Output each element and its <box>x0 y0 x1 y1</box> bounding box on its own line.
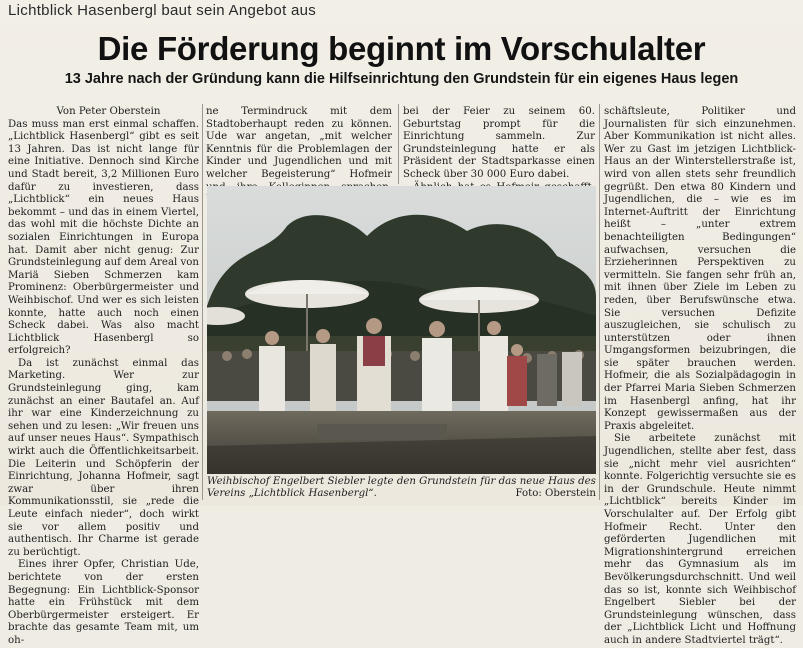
paragraph: Sie arbeitete zunächst mit Jugendlichen, stellte aber fest, dass sie „nicht mehr viel ausrichten“ konnte. Folgerichtig versuchte sie es in der Grundschule. Heute nimmt „Lichtblick“ bereits Kinder im Vorschulalter auf. Der Erfolg gibt Hofmeir Recht. Unter den geförderten Jugendlichen mit Migrationshintergrund erreichen mehr das Gymnasium als im Bevölkerungsdurchschnitt. Und weil das so ist, konnte sich Weihbischof Engelbert Siebler bei der Grundsteinlegung wünschen, dass der „Lichtblick Licht und Hoffnung auch in andere Stadtviertel trägt“. <box>604 433 796 646</box>
photo-caption <box>207 476 596 501</box>
paragraph: Eines ihrer Opfer, Christian Ude, berichtete von der ersten Begegnung: Ein Lichtblick-Sponsor hatte ein Frühstück mit dem Oberbürgermeister ersteigert. Er brachte das gesamte Team mit, um oh- <box>8 559 199 646</box>
paragraph: bei der Feier zu seinem 60. Geburtstag prompt für die Einrichtung sammeln. Zur Grundsteinlegung hatte er als Präsident der Stadtsparkasse einen Scheck über 30 000 Euro dabei. <box>403 106 595 180</box>
kicker-line: Lichtblick Hasenbergl baut sein Angebot aus <box>8 2 317 19</box>
column-rule <box>202 104 203 500</box>
paragraph: ne Termindruck mit dem Stadtoberhaupt reden zu können. Ude war angetan, „mit welcher Kenntnis für die Problemlagen der Kinder und Jugendlichen und mit welcher Begeisterung“ Hofmeir <box>206 106 392 180</box>
paragraph: Das muss man erst einmal schaffen. „Lichtblick Hasenbergl“ gibt es seit 13 Jahren. Das ist nicht lange für eine Initiative. Dennoch sind Kirche und Stadt bereit, 3,2 Millionen Euro dafür zu investieren, dass „Lichtblick“ ein neues Haus bekommt – und das in einem Viertel, das wohl mit die höchste Dichte an sozialen Einrichtungen in Europa hat. Damit aber nicht genug: Zur Grundsteinlegung auf dem Areal von Mariä Sieben Schmerzen kam Prominenz: Oberbürgermeister und Weihbischof. Und wer es sich leisten konnte, hatte auch noch einen Scheck dabei. Was also macht Lichtblick Hasenbergl so erfolgreich? <box>8 118 199 357</box>
article-column-1 <box>8 106 199 648</box>
ceremony-photo <box>207 186 596 474</box>
headline: Die Förderung beginnt im Vorschulalter <box>97 30 706 67</box>
caption-text: Weihbischof Engelbert Siebler legte den Grundstein für das neue Haus des Vereins „Lichtblick Hasenbergl“. <box>207 476 596 500</box>
photo-credit: Foto: Oberstein <box>515 488 596 500</box>
outdoor-ceremony-photo-icon <box>207 186 596 474</box>
column-rule <box>599 104 600 500</box>
byline: Von Peter Oberstein <box>56 106 161 117</box>
paragraph: schäftsleute, Politiker und Journalisten für sich einzunehmen. Aber Kommunikation ist nicht alles. Wer zu Gast im jetzigen Lichtblick-Haus an der Winterstellerstraße ist, wird von allen stets sehr freundlich gegrüßt. Den etwa 80 Kindern und Jugendlichen, die – wie es im Internet-Auftritt der Einrichtung heißt – „unter extrem benachteiligten Bedingungen“ aufwachsen, versuchen die Erzieherinnen Perspektiven zu vermitteln. Sie fangen sehr früh an, mit ihnen über Ziele im Leben zu reden, über Berufswünsche etwa. Sie versuchen Defizite auszugleichen, sie schulisch zu unterstützen oder ihnen Umgangsformen beizubringen, die sie später brauchen werden. Hofmeir, die als Sozialpädagogin in der Pfarrei Maria Sieben Schmerzen im Hasenbergl anfing, hat ihr Konzept gewissermaßen aus der Praxis abgeleitet. <box>604 106 796 432</box>
column-rule <box>398 104 399 184</box>
paragraph: Da ist zunächst einmal das Marketing. Wer zur Grundsteinlegung ging, kam zunächst an einer Bautafel an. Auf ihr war eine Kinderzeichnung zu sehen und zu lesen: „Wir freuen uns auf unser neues Haus“. Sympathisch wirkt auch die Öffentlichkeitsarbeit. Die Leiterin und Schöpferin der Einrichtung, Johanna Hofmeir, sagt zwar über ihren Kommunikationsstil, sie „rede die Leute einfach nieder“, doch wirkt sie vor allem positiv und authentisch. Ihr Charme ist gerade zu berüchtigt. <box>8 357 199 558</box>
article-column-4 <box>604 106 796 648</box>
subheadline: 13 Jahre nach der Gründung kann die Hilfseinrichtung den Grundstein für ein eigenes Haus legen <box>64 71 739 87</box>
